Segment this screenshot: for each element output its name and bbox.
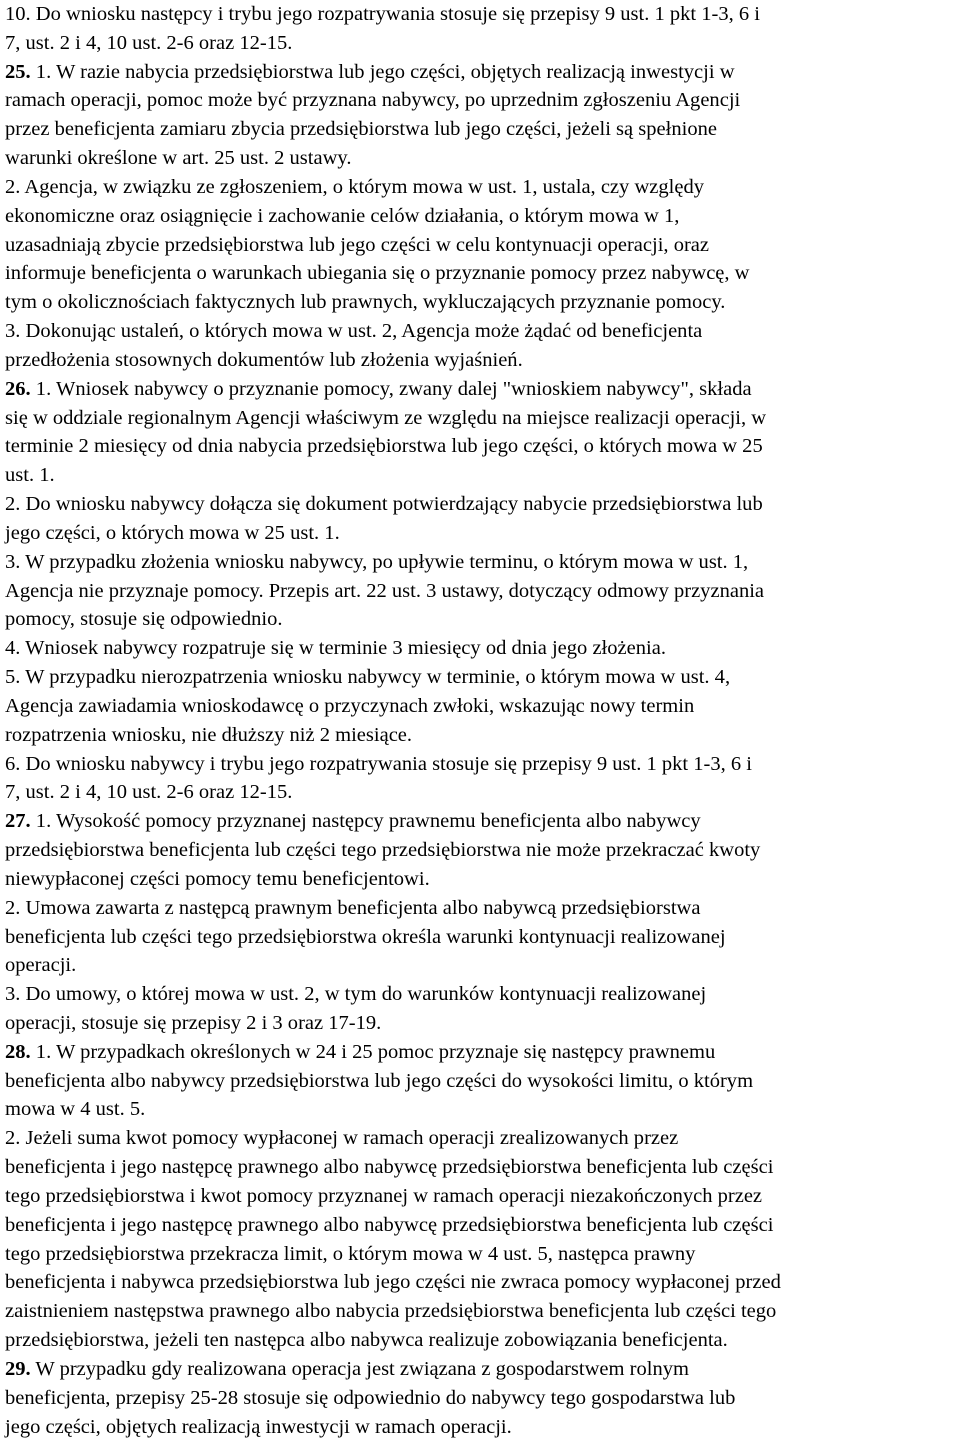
text-line: [5, 144, 956, 173]
line-text: przedsiębiorstwa beneficjenta lub części tego przedsiębiorstwa nie może przekraczać kwoty: [5, 839, 761, 862]
line-text: terminie 2 miesięcy od dnia nabycia przedsiębiorstwa lub jego części, o których mowa w 25: [5, 435, 763, 458]
text-line: [5, 1067, 956, 1096]
line-text: 7, ust. 2 i 4, 10 ust. 2-6 oraz 12-15.: [5, 781, 293, 804]
text-line: [5, 404, 956, 433]
line-text: przedsiębiorstwa, jeżeli ten następca albo nabywca realizuje zobowiązania beneficjenta.: [5, 1329, 728, 1352]
line-text: jego części, objętych realizacją inwestycji w ramach operacji.: [5, 1415, 512, 1438]
text-line: [5, 1384, 956, 1413]
line-text: pomocy, stosuje się odpowiednio.: [5, 608, 283, 631]
text-line: [5, 778, 956, 807]
text-line: [5, 548, 956, 577]
section-number: 26.: [5, 377, 31, 400]
line-text: 6. Do wniosku nabywcy i trybu jego rozpatrywania stosuje się przepisy 9 ust. 1 pkt 1-3, 6 i: [5, 752, 752, 775]
text-line: [5, 1182, 956, 1211]
line-text: tego przedsiębiorstwa i kwot pomocy przyznanej w ramach operacji niezakończonych przez: [5, 1184, 763, 1207]
line-text: informuje beneficjenta o warunkach ubiegania się o przyznanie pomocy przez nabywcę, w: [5, 262, 750, 285]
text-line: [5, 951, 956, 980]
line-text: przedłożenia stosownych dokumentów lub złożenia wyjaśnień.: [5, 348, 523, 371]
text-line: [5, 663, 956, 692]
text-line: [5, 1124, 956, 1153]
text-line: [5, 1355, 956, 1384]
text-line: [5, 807, 956, 836]
line-text: beneficjenta lub części tego przedsiębiorstwa określa warunki kontynuacji realizowanej: [5, 925, 726, 948]
line-text: niewypłaconej części pomocy temu beneficjentowi.: [5, 867, 430, 890]
line-text: beneficjenta i jego następcę prawnego albo nabywcę przedsiębiorstwa beneficjenta lub części: [5, 1156, 774, 1179]
line-text: beneficjenta i jego następcę prawnego albo nabywcę przedsiębiorstwa beneficjenta lub części: [5, 1213, 774, 1236]
text-line: [5, 1297, 956, 1326]
line-text: 1. Wysokość pomocy przyznanej następcy prawnemu beneficjenta albo nabywcy: [30, 810, 701, 833]
line-text: tym o okolicznościach faktycznych lub prawnych, wykluczających przyznanie pomocy.: [5, 291, 726, 314]
line-text: 1. Wniosek nabywcy o przyznanie pomocy, zwany dalej "wnioskiem nabywcy", składa: [30, 377, 752, 400]
section-number: 25.: [5, 60, 31, 83]
line-text: uzasadniają zbycie przedsiębiorstwa lub jego części w celu kontynuacji operacji, oraz: [5, 233, 710, 256]
text-line: [5, 173, 956, 202]
text-line: [5, 1211, 956, 1240]
line-text: przez beneficjenta zamiaru zbycia przedsiębiorstwa lub jego części, jeżeli są spełnione: [5, 118, 717, 141]
line-text: beneficjenta, przepisy 25-28 stosuje się odpowiednio do nabywcy tego gospodarstwa lub: [5, 1386, 736, 1409]
text-line: [5, 865, 956, 894]
line-text: tego przedsiębiorstwa przekracza limit, o którym mowa w 4 ust. 5, następca prawny: [5, 1242, 696, 1265]
text-line: [5, 231, 956, 260]
line-text: zaistnieniem następstwa prawnego albo nabycia przedsiębiorstwa beneficjenta lub części tego: [5, 1300, 777, 1323]
text-line: [5, 1268, 956, 1297]
text-line: [5, 317, 956, 346]
text-line: [5, 1153, 956, 1182]
line-text: Agencja nie przyznaje pomocy. Przepis art. 22 ust. 3 ustawy, dotyczący odmowy przyznania: [5, 579, 765, 602]
text-line: [5, 721, 956, 750]
line-text: 3. W przypadku złożenia wniosku nabywcy, po upływie terminu, o którym mowa w ust. 1,: [5, 550, 749, 573]
text-line: [5, 836, 956, 865]
line-text: operacji, stosuje się przepisy 2 i 3 oraz 17-19.: [5, 1011, 382, 1034]
line-text: 1. W przypadkach określonych w 24 i 25 pomoc przyznaje się następcy prawnemu: [30, 1040, 716, 1063]
line-text: 4. Wniosek nabywcy rozpatruje się w terminie 3 miesięcy od dnia jego złożenia.: [5, 637, 666, 660]
text-line: [5, 375, 956, 404]
text-line: [5, 86, 956, 115]
line-text: się w oddziale regionalnym Agencji właściwym ze względu na miejsce realizacji operacji, w: [5, 406, 767, 429]
text-line: [5, 432, 956, 461]
text-line: [5, 0, 956, 29]
line-text: beneficjenta i nabywca przedsiębiorstwa lub jego części nie zwraca pomocy wypłaconej przed: [5, 1271, 781, 1294]
text-line: [5, 634, 956, 663]
line-text: mowa w 4 ust. 5.: [5, 1098, 146, 1121]
text-line: [5, 288, 956, 317]
text-line: [5, 1038, 956, 1067]
text-line: [5, 519, 956, 548]
text-line: [5, 692, 956, 721]
text-line: [5, 346, 956, 375]
text-line: [5, 1009, 956, 1038]
text-line: [5, 1326, 956, 1355]
text-line: [5, 29, 956, 58]
text-line: [5, 605, 956, 634]
line-text: 1. W razie nabycia przedsiębiorstwa lub jego części, objętych realizacją inwestycji w: [30, 60, 735, 83]
line-text: 7, ust. 2 i 4, 10 ust. 2-6 oraz 12-15.: [5, 31, 293, 54]
line-text: ramach operacji, pomoc może być przyznana nabywcy, po uprzednim zgłoszeniu Agencji: [5, 89, 741, 112]
line-text: Agencja zawiadamia wnioskodawcę o przyczynach zwłoki, wskazując nowy termin: [5, 694, 695, 717]
line-text: warunki określone w art. 25 ust. 2 ustawy.: [5, 147, 352, 170]
text-line: [5, 202, 956, 231]
line-text: operacji.: [5, 954, 77, 977]
line-text: jego części, o których mowa w 25 ust. 1.: [5, 521, 340, 544]
text-line: [5, 577, 956, 606]
text-line: [5, 980, 956, 1009]
section-number: 27.: [5, 810, 31, 833]
section-number: 28.: [5, 1040, 31, 1063]
text-line: [5, 923, 956, 952]
line-text: 2. Jeżeli suma kwot pomocy wypłaconej w ramach operacji zrealizowanych przez: [5, 1127, 679, 1150]
text-line: [5, 259, 956, 288]
line-text: 10. Do wniosku następcy i trybu jego rozpatrywania stosuje się przepisy 9 ust. 1 pkt 1-3, 6 i: [5, 3, 760, 25]
text-line: [5, 58, 956, 87]
line-text: ust. 1.: [5, 464, 55, 487]
text-line: [5, 461, 956, 490]
section-number: 29.: [5, 1357, 31, 1380]
line-text: ekonomiczne oraz osiągnięcie i zachowanie celów działania, o którym mowa w 1,: [5, 204, 680, 227]
text-line: [5, 1413, 956, 1442]
line-text: 2. Do wniosku nabywcy dołącza się dokument potwierdzający nabycie przedsiębiorstwa lub: [5, 493, 763, 516]
line-text: beneficjenta albo nabywcy przedsiębiorstwa lub jego części do wysokości limitu, o którym: [5, 1069, 754, 1092]
text-line: [5, 894, 956, 923]
line-text: 2. Agencja, w związku ze zgłoszeniem, o którym mowa w ust. 1, ustala, czy względy: [5, 175, 704, 198]
text-line: [5, 1240, 956, 1269]
document-text: [5, 0, 956, 1441]
line-text: rozpatrzenia wniosku, nie dłuższy niż 2 miesiące.: [5, 723, 413, 746]
line-text: W przypadku gdy realizowana operacja jest związana z gospodarstwem rolnym: [30, 1357, 689, 1380]
line-text: 2. Umowa zawarta z następcą prawnym beneficjenta albo nabywcą przedsiębiorstwa: [5, 896, 701, 919]
text-line: [5, 490, 956, 519]
line-text: 5. W przypadku nierozpatrzenia wniosku nabywcy w terminie, o którym mowa w ust. 4,: [5, 666, 731, 689]
line-text: 3. Dokonując ustaleń, o których mowa w ust. 2, Agencja może żądać od beneficjenta: [5, 320, 703, 343]
line-text: 3. Do umowy, o której mowa w ust. 2, w tym do warunków kontynuacji realizowanej: [5, 983, 707, 1006]
text-line: [5, 1095, 956, 1124]
text-line: [5, 115, 956, 144]
text-line: [5, 750, 956, 779]
